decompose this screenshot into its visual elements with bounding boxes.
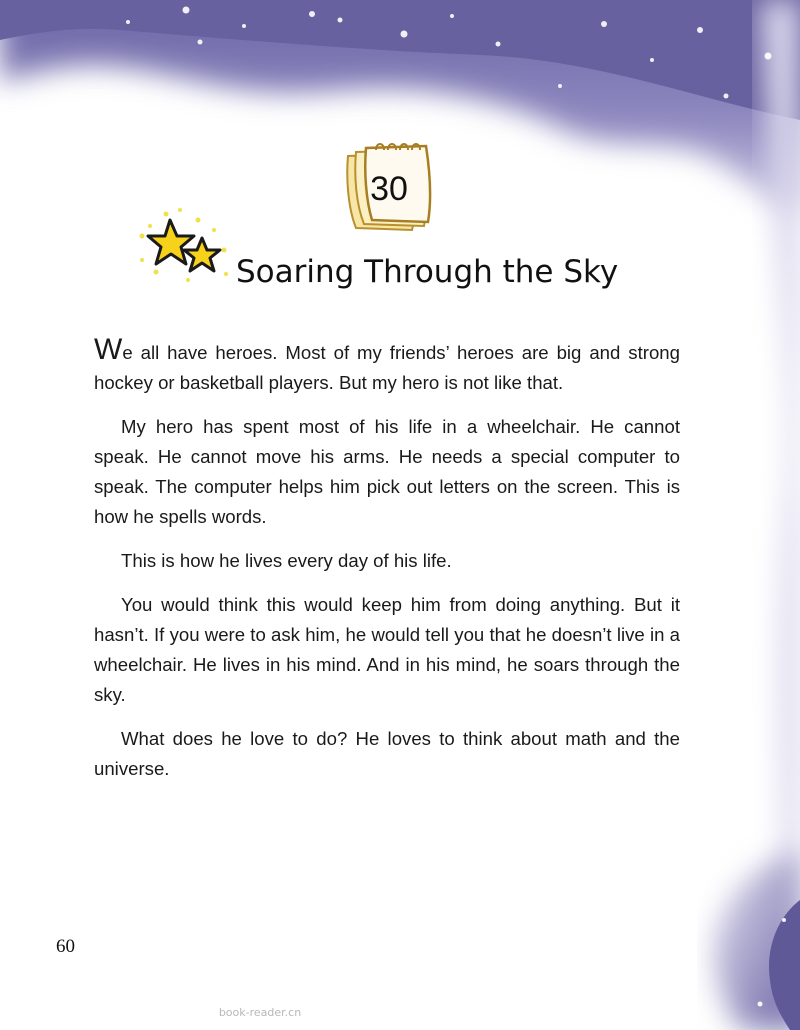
- story-text: [94, 333, 680, 798]
- chapter-number: 30: [370, 170, 408, 208]
- page-number: 60: [56, 936, 75, 957]
- story-paragraph: This is how he lives every day of his life.: [121, 550, 452, 571]
- story-paragraph: My hero has spent most of his life in a wheelchair. He cannot speak. He cannot move his arms. He needs a special computer to speak. The computer helps him pick out letters on the screen. This is how he spells words.: [94, 416, 680, 527]
- story-paragraph: What does he love to do? He loves to think about math and the universe.: [94, 728, 680, 779]
- watermark: book-reader.cn: [218, 1006, 302, 1019]
- stars-icon: [136, 206, 232, 288]
- drop-cap: W: [94, 333, 123, 366]
- story-paragraph: You would think this would keep him from doing anything. But it hasn’t. If you were to ask him, he would tell you that he doesn’t live in a wheelchair. He lives in his mind. And in his mind, he soars through the sky.: [94, 594, 680, 705]
- story-paragraph: We all have heroes. Most of my friends’ heroes are big and strong hockey or basketball players. But my hero is not like that.: [94, 333, 680, 393]
- chapter-title: Soaring Through the Sky: [236, 254, 619, 290]
